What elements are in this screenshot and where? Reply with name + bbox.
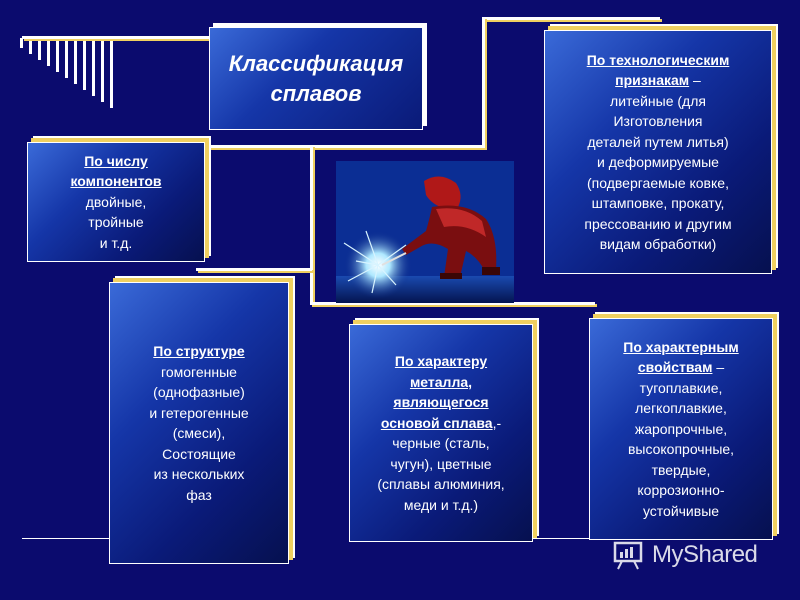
structure-heading-1: По структуре <box>153 343 245 359</box>
technological-body-6: штамповке, прокату, <box>591 195 725 211</box>
connector-left-vertical <box>310 145 313 305</box>
base-metal-body-3: (сплавы алюминия, <box>377 476 505 492</box>
properties-body-2: легкоплавкие, <box>635 400 727 417</box>
box-components <box>27 142 205 262</box>
properties-heading-suffix: – <box>712 359 725 376</box>
technological-body-5: (подвергаемые ковке, <box>587 174 729 191</box>
watermark <box>612 538 792 572</box>
base-metal-heading-4: основой сплава <box>380 414 493 431</box>
technological-body-7: прессованию и другим <box>584 215 732 232</box>
baseline-left <box>22 538 112 539</box>
base-metal-body-4: меди и т.д.) <box>403 496 479 513</box>
base-metal-heading-2: металла, <box>409 373 473 390</box>
properties-body-6: коррозионно- <box>637 482 725 499</box>
baseline-right <box>530 538 595 539</box>
welder-icon <box>336 161 514 303</box>
structure-body-1: гомогенные <box>161 363 237 380</box>
box-base-metal <box>349 324 533 542</box>
technological-body-2: Изготовления <box>613 113 703 129</box>
components-body-3: и т.д. <box>99 234 133 251</box>
components-body-2: тройные <box>88 214 144 231</box>
structure-body-4: (смеси), <box>172 425 226 441</box>
connector-center-vertical <box>482 17 485 147</box>
base-metal-heading-suffix: ,- <box>492 414 502 431</box>
components-heading-1: По числу <box>84 152 148 169</box>
connector-top-horizontal <box>22 36 212 39</box>
base-metal-heading-line-4 <box>381 413 501 434</box>
base-metal-heading-3: являющегося <box>393 394 489 410</box>
technological-heading-2: признакам <box>615 72 690 88</box>
box-structure <box>109 282 289 564</box>
properties-heading-line-2 <box>638 357 724 378</box>
structure-body-7: фаз <box>186 486 212 503</box>
watermark-text: MyShared <box>652 541 758 568</box>
welder-illustration <box>336 161 514 303</box>
components-heading-2: компонентов <box>70 173 162 190</box>
structure-body-3: и гетерогенные <box>149 404 249 421</box>
technological-heading-line-2 <box>615 70 701 91</box>
properties-body-7: устойчивые <box>642 502 720 519</box>
technological-body-3: деталей путем литья) <box>587 133 729 150</box>
connector-middle-horizontal <box>196 268 312 271</box>
technological-heading-suffix: – <box>689 72 701 88</box>
properties-body-4: высокопрочные, <box>627 441 735 458</box>
base-metal-heading-1: По характеру <box>394 353 488 369</box>
title-line-1: Классификация <box>228 50 404 76</box>
presentation-board-icon <box>612 540 646 570</box>
box-technological <box>544 30 772 274</box>
box-properties <box>589 318 773 540</box>
base-metal-body-2: чугун), цветные <box>390 455 492 472</box>
technological-heading-1: По технологическим <box>586 51 730 68</box>
title-box <box>209 27 423 130</box>
properties-body-1: тугоплавкие, <box>639 379 723 396</box>
properties-heading-1: По характерным <box>623 338 739 355</box>
connector-top-right <box>482 17 660 20</box>
properties-body-3: жаропрочные, <box>634 420 728 437</box>
base-metal-body-1: черные (сталь, <box>392 435 490 451</box>
technological-body-1: литейные (для <box>610 92 706 109</box>
structure-body-5: Состоящие <box>162 445 236 462</box>
title-line-2: сплавов <box>270 80 362 106</box>
technological-body-8: видам обработки) <box>599 236 717 252</box>
components-body-1: двойные, <box>85 193 147 210</box>
technological-body-4: и деформируемые <box>597 154 719 170</box>
properties-heading-2: свойствам <box>637 359 713 376</box>
structure-body-6: из нескольких <box>153 466 245 482</box>
properties-body-5: твердые, <box>651 461 711 478</box>
structure-body-2: (однофазные) <box>153 384 245 400</box>
